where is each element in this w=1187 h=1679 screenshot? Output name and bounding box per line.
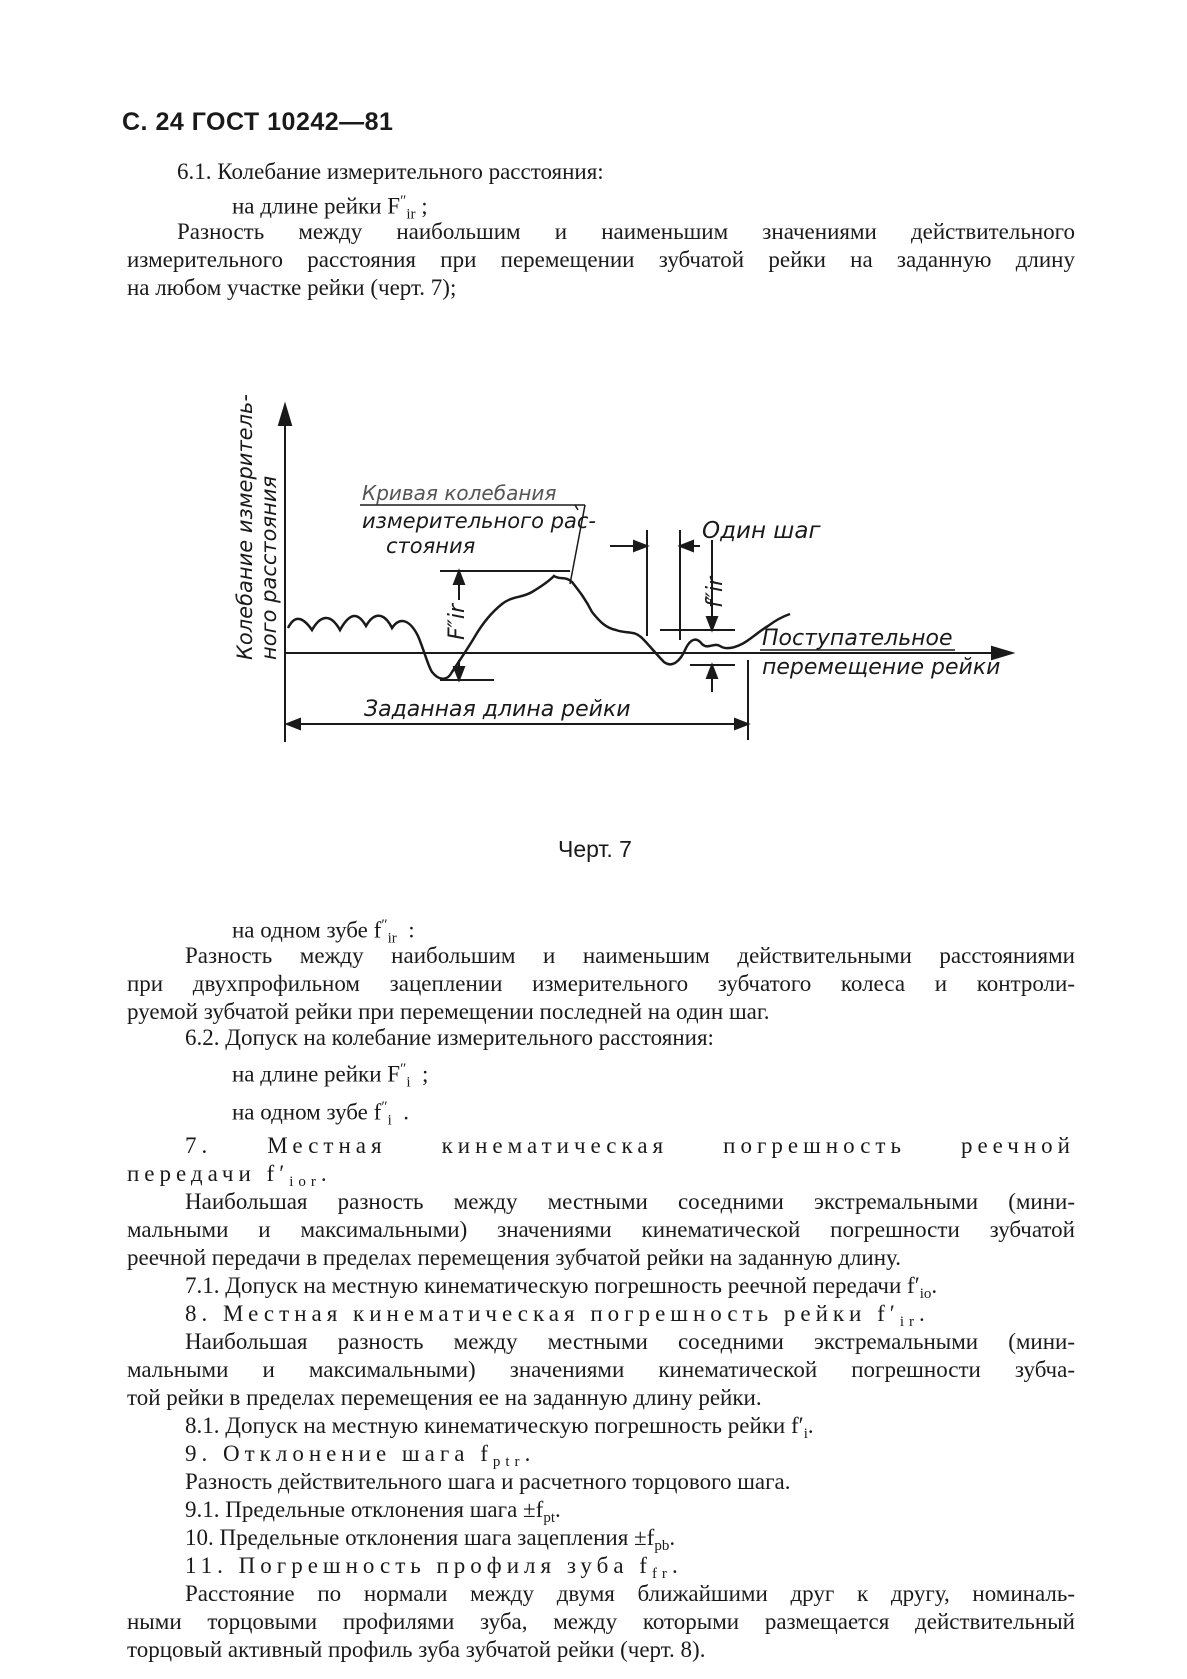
- motion-label-2: перемещение рейки: [762, 655, 1001, 680]
- def-7-line-2: мальными и максимальными) значениями кинематической погрешности зубчатой: [127, 1217, 1075, 1242]
- tail: .: [669, 1525, 676, 1550]
- sub: ptr: [492, 1454, 525, 1470]
- def-8-line-3: той рейки в пределах перемещения ее на заданную длину рейки.: [127, 1385, 762, 1410]
- tooth-line: на одном зубе $f''_{ir}$ :: [232, 917, 415, 947]
- def-tooth-line-1: Разность между наибольшим и наименьшим действительными расстояниями: [185, 943, 1075, 968]
- def-11-line-2: ными торцовыми профилями зуба, между которыми размещается действительный: [127, 1609, 1075, 1634]
- figure-caption: Черт. 7: [558, 836, 632, 862]
- page-header: С. 24 ГОСТ 10242—81: [122, 108, 394, 136]
- curve-label-2: измерительного рас-: [362, 509, 596, 533]
- title: 8. Местная кинематическая погрешность рейки f′: [185, 1301, 900, 1326]
- text: 9.1. Предельные отклонения шага ±f: [185, 1497, 544, 1522]
- section-6-2-length: на длине рейки $F''_i$ ;: [232, 1061, 429, 1091]
- def-9: Разность действительного шага и расчетного торцового шага.: [185, 1469, 791, 1494]
- title: 11. Погрешность профиля зуба f: [185, 1553, 652, 1578]
- F-ir-label: F″ir: [445, 603, 470, 640]
- def-7-line-3: реечной передачи в пределах перемещения зубчатой рейки на заданную длину.: [127, 1245, 901, 1270]
- length-tail: ;: [422, 1061, 429, 1087]
- def-8-line-2: мальными и максимальными) значениями кинематической погрешности зубча-: [127, 1357, 1075, 1382]
- def-6-1-line-1: Разность между наибольшим и наименьшим значениями действительного: [177, 219, 1075, 244]
- text: 8.1. Допуск на местную кинематическую погрешность рейки f′: [185, 1413, 804, 1438]
- f-ir-label: f″ir: [703, 576, 728, 608]
- def-6-1-line-2: измерительного расстояния при перемещении зубчатой рейки на заданную длину: [127, 247, 1075, 272]
- section-6-1-title: 6.1. Колебание измерительного расстояния:: [177, 159, 604, 184]
- text: 10. Предельные отклонения шага зацепления ±f: [185, 1525, 655, 1550]
- length-label: на длине рейки F: [232, 193, 401, 219]
- def-tooth-line-3: руемой зубчатой рейки при перемещении последней на один шаг.: [127, 999, 770, 1024]
- length-sub: ir: [406, 206, 416, 223]
- curve-label-3: стояния: [386, 534, 476, 558]
- tooth-label: на одном зубе f: [232, 1099, 382, 1125]
- section-6-2-tooth: на одном зубе $f''_i$ .: [232, 1099, 409, 1129]
- tail: .: [671, 1553, 683, 1578]
- motion-label-1: Поступательное: [762, 626, 953, 651]
- section-6-2-title: 6.2. Допуск на колебание измерительного расстояния:: [185, 1025, 714, 1050]
- def-tooth-line-2: при двухпрофильном зацеплении измерительного зубчатого колеса и контроли-: [127, 971, 1075, 996]
- y-axis-arrow: [279, 405, 291, 425]
- tooth-label: на одном зубе f: [232, 917, 382, 943]
- tail: .: [918, 1301, 930, 1326]
- title: 9. Отклонение шага f: [185, 1441, 493, 1466]
- tail: .: [931, 1273, 938, 1298]
- def-7-line-1: Наибольшая разность между местными соседними экстремальными (мини-: [185, 1189, 1075, 1214]
- title-sub: ior: [289, 1174, 321, 1190]
- sub: i: [803, 1426, 808, 1442]
- curve-label-1: Кривая колебания: [362, 481, 557, 505]
- y-axis-label-1: Колебание измеритель-: [233, 394, 257, 660]
- def-11-line-1: Расстояние по нормали между двумя ближайшими друг к другу, номиналь-: [185, 1581, 1075, 1606]
- one-step-label: Один шаг: [702, 518, 821, 544]
- def-11-line-3: торцовый активный профиль зуба зубчатой рейки (черт. 8).: [127, 1637, 706, 1662]
- tooth-sub: ir: [387, 930, 397, 947]
- length-tail: ;: [421, 193, 428, 219]
- y-axis-label-2: ного расстояния: [257, 475, 281, 660]
- length-label: на длине рейки F: [232, 1061, 401, 1087]
- tooth-sub: i: [387, 1112, 392, 1129]
- text: 7.1. Допуск на местную кинематическую погрешность реечной передачи f′: [185, 1273, 920, 1298]
- tail: .: [807, 1413, 814, 1438]
- tooth-tail: .: [403, 1099, 409, 1125]
- title-b: передачи f′: [127, 1161, 290, 1186]
- length-sub: i: [406, 1074, 411, 1091]
- sub: ir: [899, 1314, 919, 1330]
- def-6-1-line-3: на любом участке рейки (черт. 7);: [127, 275, 457, 300]
- section-6-1-length: на длине рейки $F''_{ir}$ ;: [232, 193, 428, 223]
- def-8-line-1: Наибольшая разность между местными соседними экстремальными (мини-: [185, 1329, 1075, 1354]
- tooth-tail: :: [408, 917, 415, 943]
- given-length-label: Заданная длина рейки: [364, 697, 631, 722]
- sub: io: [919, 1286, 932, 1302]
- sub: fr: [651, 1566, 672, 1582]
- tail: .: [524, 1441, 536, 1466]
- tail: .: [555, 1497, 561, 1522]
- sub: pt: [543, 1510, 555, 1526]
- section-7-title-a: 7. Местная кинематическая погрешность реечной: [185, 1133, 1075, 1158]
- title-tail: .: [320, 1161, 332, 1186]
- sub: pb: [654, 1538, 670, 1554]
